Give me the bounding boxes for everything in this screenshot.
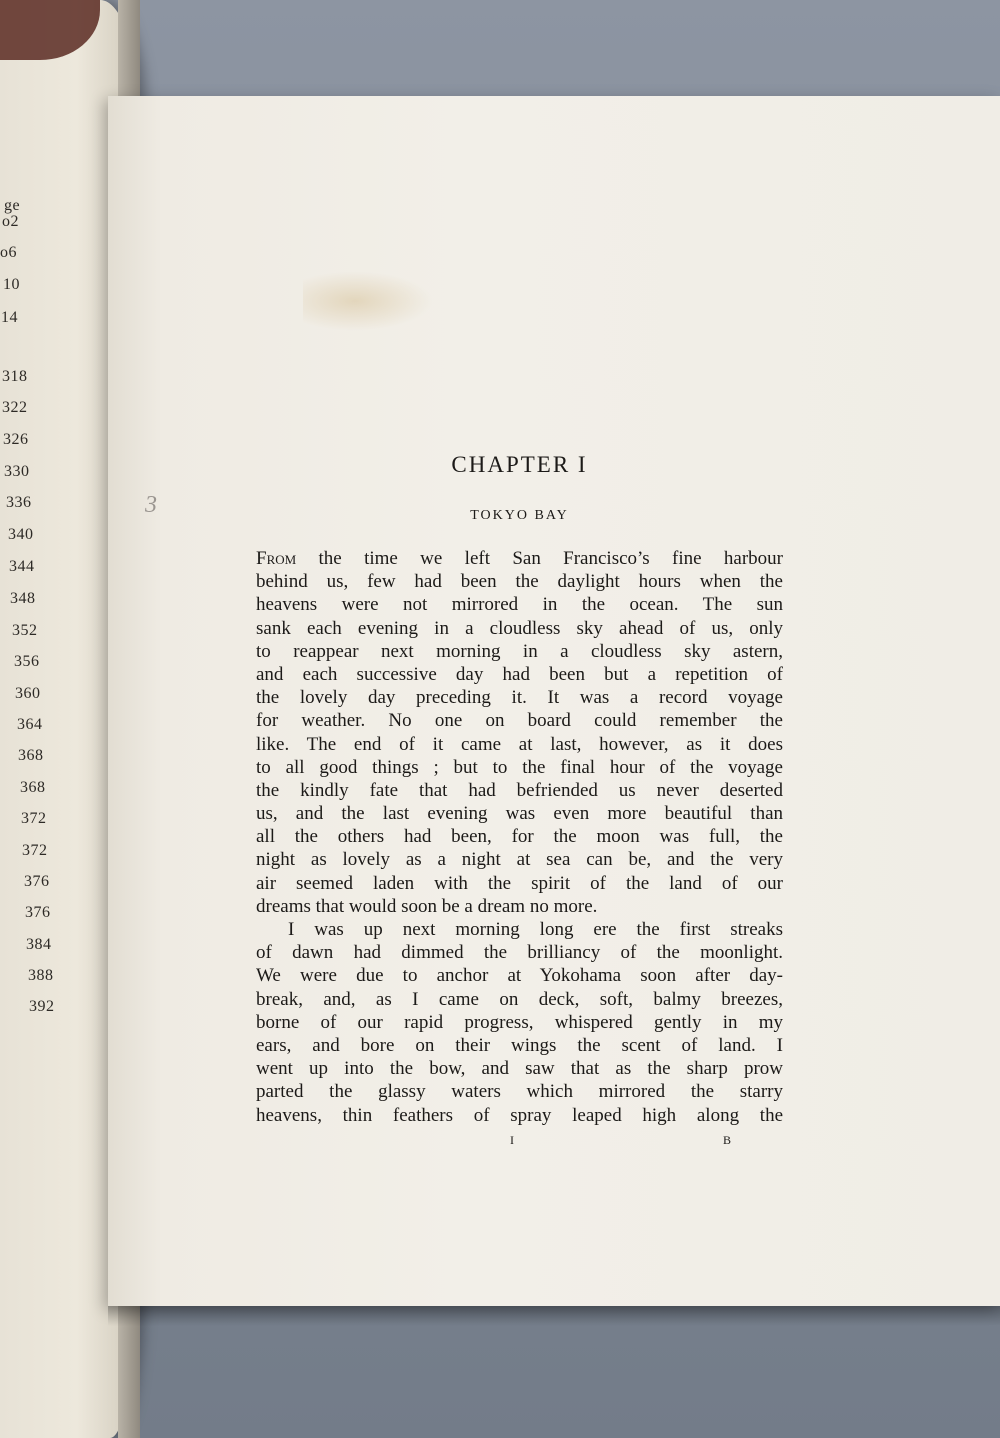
toc-page-number: 364 [17, 716, 43, 733]
toc-page-number: o6 [0, 244, 17, 261]
toc-page-number: 384 [26, 936, 52, 953]
toc-page-number: 322 [2, 399, 28, 416]
page-number: I [510, 1133, 514, 1147]
toc-page-number: 352 [12, 622, 38, 639]
toc-page-number: o2 [2, 213, 19, 230]
toc-page-number: 360 [15, 685, 41, 702]
signature-mark: B [723, 1133, 732, 1147]
toc-page-number: 388 [28, 967, 54, 984]
cover-edge [0, 0, 100, 60]
text-line: like. The end of it came at last, however, as it does [256, 733, 783, 755]
pencil-mark: 3 [145, 492, 157, 518]
text-line: of dawn had dimmed the brilliancy of the moonlight. [256, 942, 783, 964]
text-line: sank each evening in a cloudless sky ahead of us, only [256, 617, 783, 639]
text-line: parted the glassy waters which mirrored the starry [256, 1081, 783, 1103]
text-line: ears, and bore on their wings the scent of land. I [256, 1034, 783, 1056]
toc-page-number: ge [4, 197, 21, 214]
text-line: heavens were not mirrored in the ocean. The sun [256, 594, 783, 616]
toc-page-number: 326 [3, 431, 29, 448]
text-line: We were due to anchor at Yokohama soon after day- [256, 965, 783, 987]
toc-page-number: 368 [20, 779, 46, 796]
text-line: to all good things ; but to the final hour of the voyage [256, 756, 783, 778]
text-line: to reappear next morning in a cloudless sky astern, [256, 640, 783, 662]
text-line: and each successive day had been but a repetition of [256, 663, 783, 685]
text-line: I was up next morning long ere the first streaks [288, 919, 783, 940]
text-line: air seemed laden with the spirit of the land of our [256, 872, 783, 894]
toc-page-number: 376 [25, 904, 51, 921]
text-line: heavens, thin feathers of spray leaped high along the [256, 1104, 783, 1126]
toc-page-number: 372 [22, 842, 48, 859]
toc-page-number: 14 [1, 309, 18, 326]
toc-page-number: 356 [14, 653, 40, 670]
toc-page-number: 376 [24, 873, 50, 890]
text-line: the kindly fate that had befriended us never deserted [256, 779, 783, 801]
toc-page-number: 336 [6, 494, 32, 511]
page-shadow [108, 1306, 1000, 1326]
toc-page-number: 392 [29, 998, 55, 1015]
toc-page-number: 340 [8, 526, 34, 543]
toc-page-number: 344 [9, 558, 35, 575]
text-line: went up into the bow, and saw that as the sharp prow [256, 1058, 783, 1080]
text-line: dreams that would soon be a dream no more. [256, 895, 598, 917]
body-text [256, 547, 783, 1127]
toc-page-number: 10 [3, 276, 20, 293]
text-line: the lovely day preceding it. It was a record voyage [256, 687, 783, 709]
toc-page-number: 348 [10, 590, 36, 607]
toc-page-number: 318 [2, 368, 28, 385]
chapter-title: CHAPTER I [451, 452, 588, 477]
text-line: all the others had been, for the moon was full, the [256, 826, 783, 848]
toc-page-number: 368 [18, 747, 44, 764]
text-line: break, and, as I came on deck, soft, balmy breezes, [256, 988, 783, 1010]
text-line: for weather. No one on board could remember the [256, 710, 783, 732]
text-line: From the time we left San Francisco’s fine harbour [256, 548, 783, 569]
text-line: us, and the last evening was even more beautiful than [256, 803, 783, 825]
text-line: borne of our rapid progress, whispered gently in my [256, 1011, 783, 1033]
chapter-subtitle: TOKYO BAY [470, 508, 569, 523]
toc-page-number: 372 [21, 810, 47, 827]
toc-page-number: 330 [4, 463, 30, 480]
text-line: behind us, few had been the daylight hours when the [256, 571, 783, 593]
text-line: night as lovely as a night at sea can be, and the very [256, 849, 783, 871]
